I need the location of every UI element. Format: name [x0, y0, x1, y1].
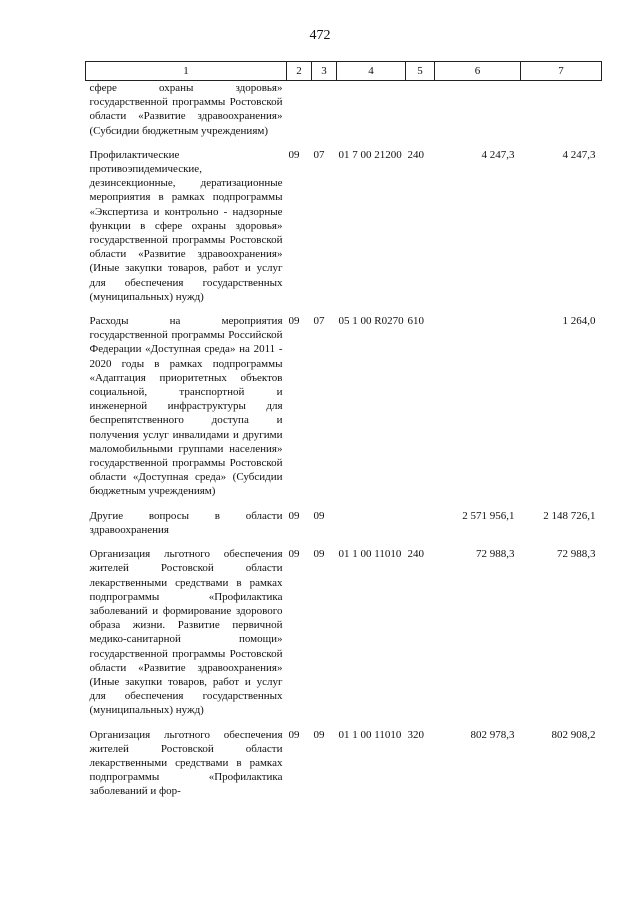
- row-target-code: 01 1 00 11010: [338, 548, 402, 561]
- page-number: 472: [309, 28, 331, 43]
- row-section: 09: [288, 509, 300, 522]
- column-header-6: 6: [435, 62, 521, 81]
- row-expense-type: 240: [407, 548, 424, 561]
- column-header-1: 1: [86, 62, 287, 81]
- row-target-code: [337, 81, 406, 138]
- row-expense-type: 240: [407, 148, 424, 161]
- row-section: 09: [288, 148, 300, 161]
- column-header-3: 3: [312, 62, 337, 81]
- row-amount-2: 2 148 726,1: [543, 509, 596, 522]
- row-name: Организация льготного обеспечения жителей Ростовской области лекарственными средствами в рамках подпрограммы «Профилактика заболеваний и формирование здорового образа жизни. Развитие первичной медико-санитарной помощи» государственной программы Ростовской области «Развитие здравоохранения» (Иные закупки товаров, работ и услуг для обеспечения государственных (муниципальных) нужд): [89, 548, 283, 717]
- row-subsection: 07: [313, 148, 325, 161]
- row-amount-1: [435, 314, 521, 499]
- row-amount-2: [521, 81, 602, 138]
- row-name: Другие вопросы в области здравоохранения: [89, 509, 283, 536]
- row-section: 09: [288, 728, 300, 741]
- row-name: Профилактические противоэпидемические, дезинсекционные, дератизационные мероприятия в рамках подпрограммы «Экспертиза и контрольно - надзорные функции в сфере охраны здоровья» государственной программы Ростовской области «Развитие здравоохранения» (Иные закупки товаров, работ и услуг для обеспечения государственных (муниципальных) нужд): [89, 148, 283, 303]
- table-row: [86, 728, 602, 799]
- row-amount-1: 72 988,3: [476, 548, 515, 561]
- row-name: сфере охраны здоровья» государственной программы Ростовской области «Развитие здравоохранения» (Субсидии бюджетным учреждениям): [89, 82, 283, 137]
- row-amount-2: 72 988,3: [557, 548, 596, 561]
- column-header-5: 5: [406, 62, 435, 81]
- table-row: [86, 81, 602, 138]
- row-name: Расходы на мероприятия государственной программы Российской Федерации «Доступная среда» на 2011 - 2020 годы в рамках подпрограммы «Адаптация приоритетных объектов социальной, транспортной и инженерной инфраструктуры для беспрепятственного доступа и получения услуг инвалидами и другими маломобильными группами населения» государственной программы Ростовской области «Доступная среда» (Субсидии бюджетным учреждениям): [89, 315, 283, 498]
- row-subsection: 09: [313, 728, 325, 741]
- row-subsection: 09: [313, 509, 325, 522]
- row-amount-2: 4 247,3: [562, 148, 596, 161]
- row-amount-1: 4 247,3: [481, 148, 515, 161]
- row-expense-type: [406, 81, 435, 138]
- column-header-2: 2: [287, 62, 312, 81]
- row-target-code: [337, 509, 406, 537]
- row-amount-1: 2 571 956,1: [462, 509, 515, 522]
- row-amount-1: [435, 81, 521, 138]
- row-expense-type: [406, 509, 435, 537]
- row-target-code: 05 1 00 R0270: [338, 315, 404, 328]
- row-target-code: 01 1 00 11010: [338, 728, 402, 741]
- row-expense-type: 610: [407, 315, 424, 328]
- row-section: 09: [288, 315, 300, 328]
- row-name: Организация льготного обеспечения жителей Ростовской области лекарственными средствами в рамках подпрограммы «Профилактика заболеваний и фор-: [89, 728, 283, 798]
- row-section: 09: [288, 548, 300, 561]
- row-amount-2: 1 264,0: [562, 315, 596, 328]
- row-target-code: 01 7 00 21200: [338, 148, 402, 161]
- table-row: [86, 148, 602, 304]
- row-subsection: 09: [313, 548, 325, 561]
- budget-table: [85, 61, 602, 799]
- table-row: [86, 547, 602, 717]
- row-subsection: [312, 81, 337, 138]
- table-header-row: [86, 62, 602, 81]
- column-header-4: 4: [337, 62, 406, 81]
- row-expense-type: 320: [407, 728, 424, 741]
- table-row: [86, 314, 602, 499]
- row-amount-1: 802 978,3: [470, 728, 515, 741]
- row-subsection: 07: [313, 315, 325, 328]
- table-row: [86, 509, 602, 537]
- column-header-7: 7: [521, 62, 602, 81]
- row-amount-2: 802 908,2: [551, 728, 596, 741]
- row-section: [287, 81, 312, 138]
